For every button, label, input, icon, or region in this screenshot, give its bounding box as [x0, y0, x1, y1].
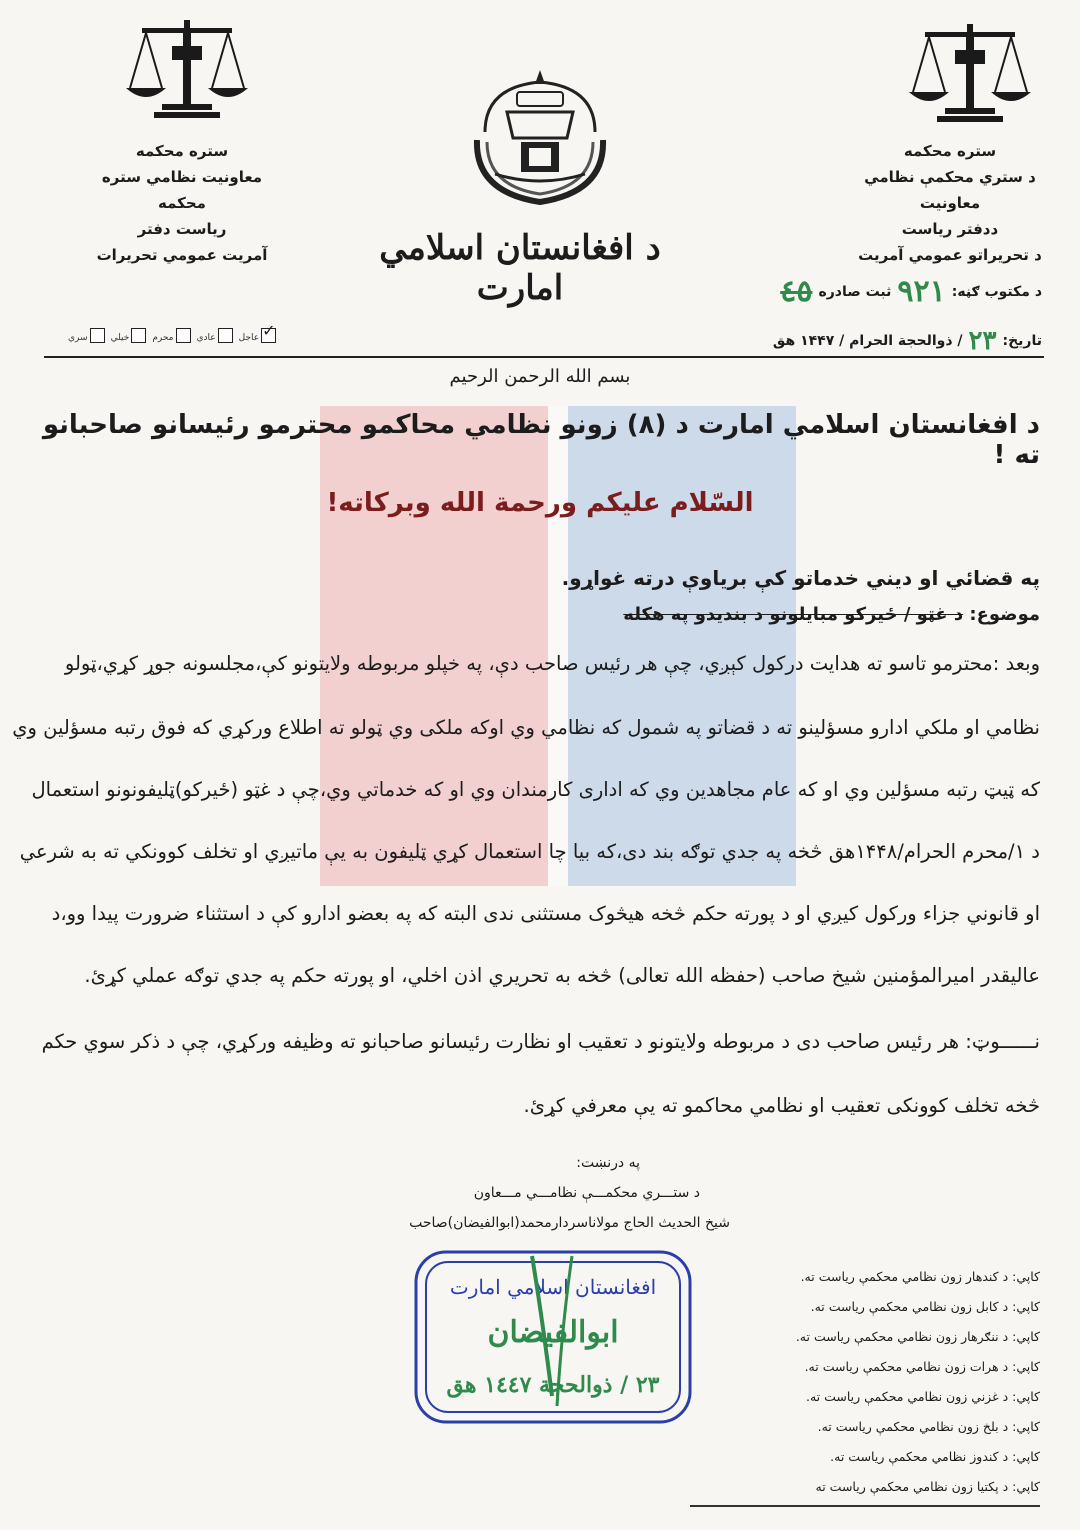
header-left-line: آمريت عمومي تحريرات: [96, 246, 268, 264]
signature-name: شيخ الحديث الحاج مولاناسردارمحمد(ابوالفيضان)صاحب: [409, 1215, 730, 1231]
subject-text: د غټو / ځيرکو مبايلونو د بنديدو په هکله: [623, 604, 964, 625]
priority-checkboxes: [68, 328, 276, 343]
body-line: او قانوني جزاء ورکول کيږي او د پورته حکم څخه هيڅوک مستثنی ندی البته که په بعضو ادارو کې د استثناء ضرورت پيدا وو،د: [51, 902, 1040, 925]
checkbox-label: عاجل: [238, 333, 260, 343]
copy-recipients: [700, 1262, 1040, 1502]
checkbox-box[interactable]: [261, 328, 276, 343]
checkbox-label: محرم: [152, 333, 174, 343]
body-line: نظامي او ملکي ادارو مسؤلينو ته د قضاتو په شمول که نظامي وي اوکه ملکی وي ټولو ته اطلاع ورکړي که فوق رتبه مسؤلين وي: [12, 716, 1040, 739]
checkbox-label: سري: [68, 333, 88, 343]
header-right-line: ستره محکمه: [903, 142, 997, 160]
scale-of-justice-icon-left: [122, 18, 252, 122]
header-right-line: ددفتر رياست: [901, 220, 999, 238]
cc-item: کاپي: د کابل زون نظامي محکمې رياست ته.: [810, 1299, 1040, 1314]
wish-line: په قضائي او ديني خدماتو کې برياوې درته غواړو.: [561, 566, 1040, 590]
official-stamp-icon: [412, 1246, 694, 1428]
header-divider: [44, 356, 1044, 358]
header-right: [850, 138, 1050, 268]
letter-number-row: [742, 274, 1042, 309]
emirate-emblem-icon: [455, 62, 625, 212]
checkbox-box[interactable]: [90, 328, 105, 343]
header-left: [82, 138, 282, 268]
subject-line: [40, 604, 1040, 625]
letter-number-value: ٩٢١: [897, 274, 946, 309]
cc-item: کاپي: د ننګرهار زون نظامي محکمې رياست ته.: [795, 1329, 1040, 1344]
stamp-top-text: افغانستان اسلامي امارت: [449, 1275, 657, 1299]
scale-of-justice-icon-right: [905, 22, 1035, 126]
stamp-name: ابوالفيضان: [487, 1315, 619, 1350]
date-label: تاريخ:: [1002, 333, 1042, 349]
checkbox-normal[interactable]: [197, 328, 233, 343]
emirate-title: د افغانستان اسلامي امارت: [379, 228, 661, 308]
cc-item: کاپي: د کندوز نظامي محکمې رياست ته.: [830, 1449, 1040, 1464]
checkbox-box[interactable]: [176, 328, 191, 343]
watermark-red-band: [320, 406, 548, 886]
stamp-date: ٢٣ / ذوالحجة ١٤٤٧ هق: [446, 1372, 660, 1398]
body-line: که ټيټ رتبه مسؤلين وي او که عام مجاهدين وي که اداری کارمندان وي او که خدماتي وي،چې د غټو (ځيرکو)ټليفونونو استعمال: [31, 778, 1040, 801]
header-left-line: رياست دفتر: [137, 220, 227, 238]
signature-block: [360, 1148, 730, 1238]
cc-item: کاپي: د کندهار زون نظامي محکمې رياست ته.: [800, 1269, 1040, 1284]
cc-item: کاپي: د غزني زون نظامي محکمې رياست ته.: [805, 1389, 1040, 1404]
letter-number-label: د مکتوب ګڼه:: [951, 283, 1042, 300]
checkbox-label: عادي: [196, 333, 216, 343]
header-right-line: د ستري محکمې نظامي معاونيت: [864, 168, 1036, 212]
letter-date-row: [742, 326, 1042, 356]
date-day: ٢٣: [968, 326, 997, 356]
note-line: نــــــوټ: هر رئيس صاحب دی د مربوطه ولايتونو د تعقيب او نظارت رئيسانو صاحبانو ته وظيفه ورکړي، چې د ذکر سوي حکم: [41, 1030, 1040, 1053]
body-line: وبعد :محترمو تاسو ته هدايت درکول کېږي، چې هر رئيس صاحب دې، په خپلو مربوطه ولايتونو کې،مجلسونه جوړ کړي،ټولو: [64, 652, 1040, 675]
date-rest: / ذوالحجة الحرام / ۱۴۴۷ هق: [772, 333, 963, 349]
cc-item: کاپي: د بلخ زون نظامي محکمې رياست ته.: [817, 1419, 1040, 1434]
registry-label: ثبت صادره: [818, 283, 892, 300]
watermark-blue-band: [568, 406, 796, 886]
basmala: بسم الله الرحمن الرحيم: [449, 366, 631, 387]
checkbox-confidential[interactable]: [152, 328, 190, 343]
greeting: السّلام عليکم ورحمة الله وبرکاته!: [326, 488, 754, 518]
letter-address: د افغانستان اسلامي امارت د (۸) زونو نظامي محاکمو محترمو رئيسانو صاحبانو ته !: [42, 410, 1040, 470]
header-left-line: ستره محکمه: [135, 142, 229, 160]
note-line: څخه تخلف کوونکی تعقيب او نظامي محاکمو ته يې معرفي کړئ.: [523, 1094, 1040, 1117]
subject-label: موضوع:: [969, 604, 1040, 625]
cc-item: کاپي: د هرات زون نظامي محکمې رياست ته.: [804, 1359, 1040, 1374]
registry-value: ٤٥: [780, 274, 813, 309]
checkbox-label: خيلي: [110, 333, 130, 343]
header-left-line: معاونيت نظامي ستره محکمه: [101, 168, 263, 212]
checkbox-very[interactable]: [111, 328, 147, 343]
header-right-line: د تحريراتو عمومي آمريت: [858, 246, 1042, 264]
cc-item: کاپي: د پکتيا زون نظامي محکمې رياست ته: [815, 1479, 1040, 1494]
signature-title: د ستـــري محکمـــې نظامـــي مـــعاون: [473, 1185, 700, 1201]
body-line: د ۱/محرم الحرام/۱۴۴۸هق څخه په جدي توګه بند دی،که بيا چا استعمال کړي ټليفون به يې ماتيږي او تخلف کوونکي ته به شرعي: [19, 840, 1040, 863]
body-line: عاليقدر اميرالمؤمنين شيخ صاحب (حفظه الله تعالی) څخه به تحريري اذن اخلي، او پورته حکم په جدي توګه عملي کړئ.: [84, 964, 1040, 987]
checkbox-urgent[interactable]: [239, 328, 277, 343]
cc-divider: [690, 1505, 1040, 1507]
watermark-white-band: [548, 406, 568, 886]
checkbox-box[interactable]: [218, 328, 233, 343]
signature-greeting: په درنښت:: [576, 1155, 640, 1171]
checkbox-secret[interactable]: [68, 328, 105, 343]
checkbox-box[interactable]: [131, 328, 146, 343]
